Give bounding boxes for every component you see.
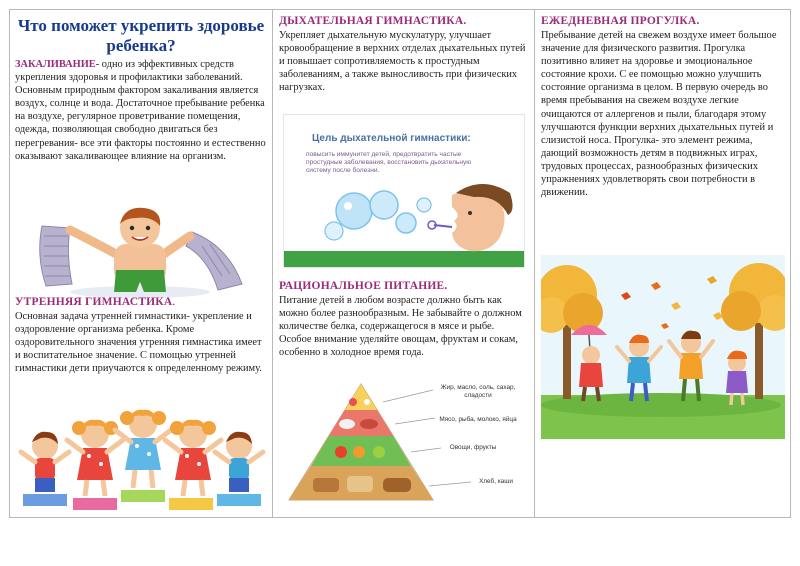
breathing-image-title: Цель дыхательной гимнастики: (312, 133, 471, 144)
column-left (10, 10, 273, 517)
breathing-text: Укрепляет дыхательную мускулатуру, улучшает кровообращение в верхних отделах дыхательных путей и повышает сопротивляемость к простудным заболеваниям, а также выносливость при физических нагрузках. (279, 30, 526, 94)
breathing-image-text: повысить иммунитет детей, предотвратить частые простудные заболевания, восстановить дыхательную систему после болезни. (306, 151, 472, 174)
kids-exercise-illustration (13, 394, 269, 517)
nutrition-text: Питание детей в любом возрасте должно быть как можно более разнообразным. Не забывайте о должном количестве белка, содержащегося в мясе и рыбе. Особое внимание уделяйте овощам, фруктам и сокам, особенно в холодное время года. (279, 295, 522, 359)
morning-heading: УТРЕННЯЯ ГИМНАСТИКА. (15, 296, 176, 308)
nutrition-heading: РАЦИОНАЛЬНОЕ ПИТАНИЕ. (279, 280, 448, 292)
bubbles-child-graphic (284, 175, 524, 267)
pyramid-veg-label: Овощи, фрукты (449, 444, 497, 451)
column-middle (273, 10, 535, 517)
walk-heading: ЕЖЕДНЕВНАЯ ПРОГУЛКА. (541, 15, 700, 27)
breathing-image (283, 114, 525, 268)
pyramid-protein-label: Мясо, рыба, молоко, яйца (439, 416, 517, 423)
page-title: Что поможет укрепить здоровье ребенка? (17, 16, 265, 55)
column-right (535, 10, 790, 517)
hardening-text: - одно из эффективных средств укрепления здоровья и профилактики заболеваний. Основным природным фактором закаливания является воздух, солнце и вода. Достаточное пребывание ребенка на воздухе, регулярное проветривание помещения, одежда, позволяющая свободно двигаться без перегревания- все эти факторы постоянно и естественно оказывают закаливающее влияние на организм. (15, 59, 266, 162)
breathing-heading: ДЫХАТЕЛЬНАЯ ГИМНАСТИКА. (279, 15, 467, 27)
boy-towel-illustration (32, 206, 250, 300)
hardening-heading: ЗАКАЛИВАНИЕ (15, 59, 96, 70)
hardening-paragraph (15, 58, 269, 163)
morning-text: Основная задача утренней гимнастики- укрепление и оздоровление организма ребенка. Кроме оздоровительного значения утренняя гимнастика имеет и воспитательное значение. С помощью утренней гимнастики дети приучаются к определенному режиму. (15, 311, 262, 375)
food-pyramid-image (283, 378, 525, 508)
autumn-walk-illustration (541, 255, 785, 439)
walk-text: Пребывание детей на свежем воздухе имеет большое значение для физического развития. Прогулка позитивно влияет на здоровье и эмоциональное состояние крохи. С ее помощью можно улучшить состояние организма в целом. В первую очередь во время пребывания на свежем воздухе легкие очищаются от аллергенов и пыли, благодаря этому улучшаются функции верхних дыхательных путей и слизистой носа. Прогулка- это элемент режима, дающий возможность детям в подвижных играх, трудовых процессах, разнообразных физических упражнениях удовлетворять свои потребности в движении. (541, 30, 777, 199)
pyramid-bread-label: Хлеб, каши (479, 478, 513, 485)
pyramid-fats-label: Жир, масло, соль, сахар, сладости (440, 384, 516, 399)
leaflet-frame (9, 9, 791, 518)
